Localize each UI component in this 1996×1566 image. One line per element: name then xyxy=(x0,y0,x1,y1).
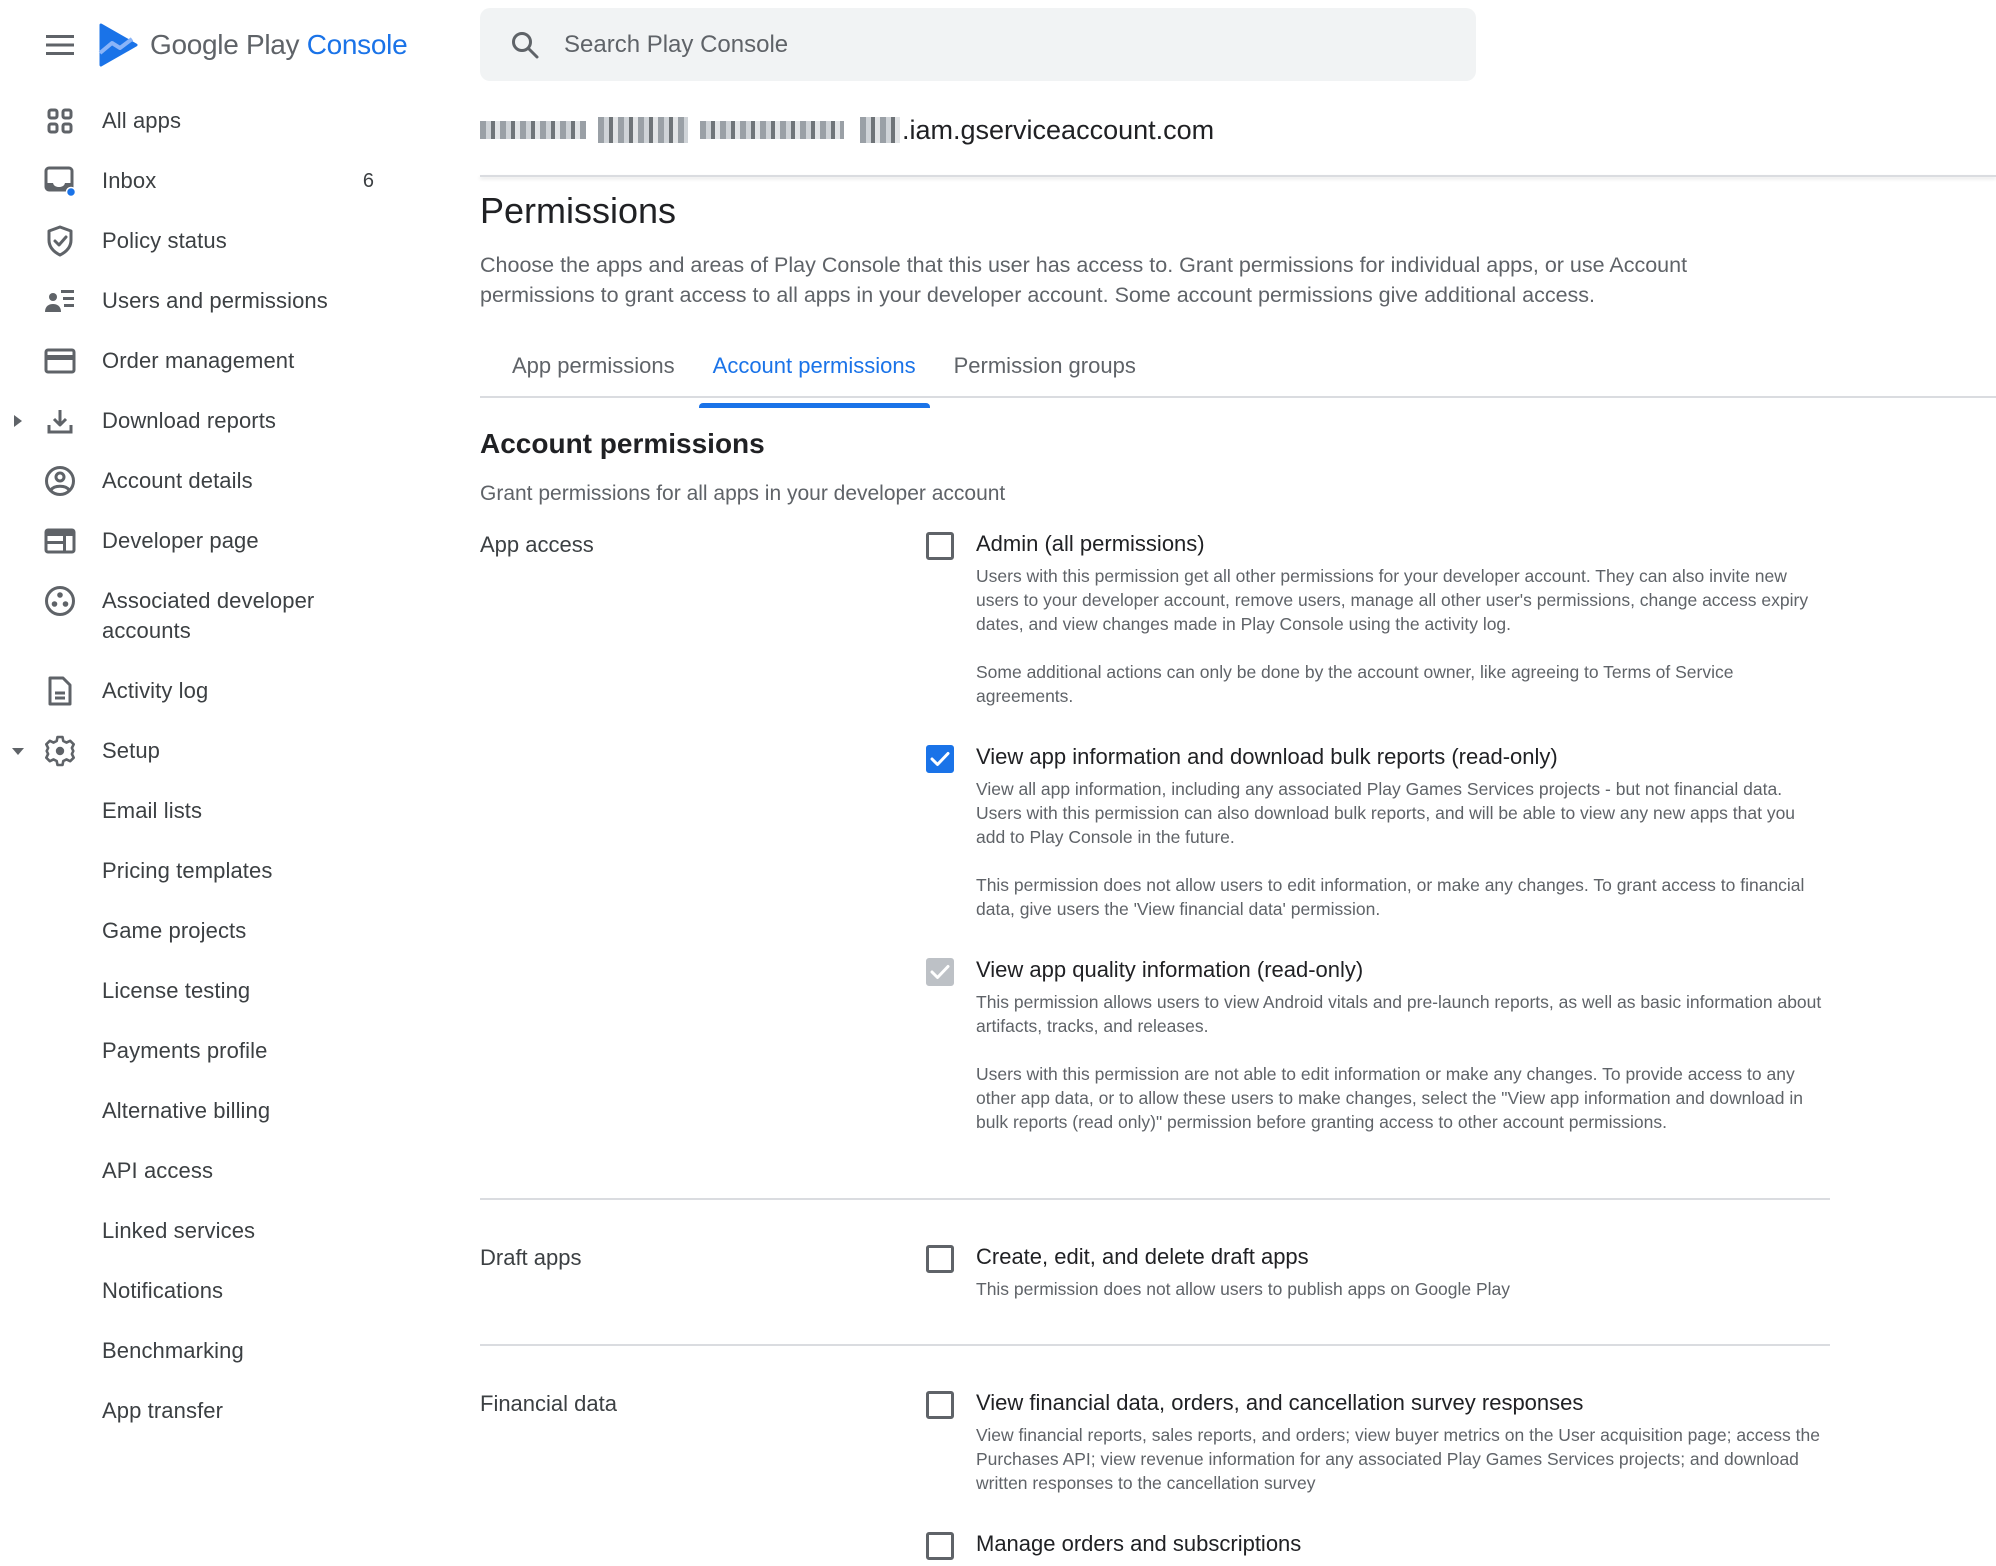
sidebar-item-payments-profile[interactable] xyxy=(0,1021,440,1081)
section-title: Account permissions xyxy=(480,428,765,459)
sidebar-item-label: All apps xyxy=(102,108,182,133)
section-subtitle: Grant permissions for all apps in your developer account xyxy=(480,482,1006,505)
header-divider xyxy=(480,175,1996,177)
inbox-icon xyxy=(44,165,76,197)
inbox-count-badge: 6 xyxy=(362,170,374,192)
sidebar-item-policy-status[interactable] xyxy=(0,211,440,271)
sidebar-item-label: Associated developer accounts xyxy=(102,588,315,643)
permission-title: View app quality information (read-only) xyxy=(976,957,1364,982)
permission-description xyxy=(976,1277,1826,1301)
sidebar-item-inbox[interactable] xyxy=(0,151,440,211)
sidebar-item-setup[interactable] xyxy=(0,721,440,781)
sidebar-item-account-details[interactable] xyxy=(0,451,440,511)
tab-app-permissions[interactable]: App permissions xyxy=(512,353,675,378)
download-icon xyxy=(44,405,76,437)
group-label: App access xyxy=(480,532,594,557)
expand-down-caret-icon[interactable] xyxy=(10,743,26,759)
checkmark-icon xyxy=(930,751,950,767)
email-domain-text: .iam.gserviceaccount.com xyxy=(902,114,1215,145)
search-icon[interactable] xyxy=(510,30,540,60)
sidebar-item-email-lists[interactable] xyxy=(0,781,440,841)
search-bar[interactable] xyxy=(480,8,1476,81)
apps-grid-icon xyxy=(44,105,76,137)
sidebar-item-benchmarking[interactable] xyxy=(0,1321,440,1381)
sidebar-item-app-transfer[interactable] xyxy=(0,1381,440,1441)
description-paragraph: Users with this permission get all other permissions for your developer account. They can also invite new users to your developer account, remove users, manage all other user's permissions, change access expiry dates, and view changes made in Play Console using the activity log. xyxy=(976,566,1809,634)
sidebar-item-label: Email lists xyxy=(102,798,203,823)
sidebar-item-label: Notifications xyxy=(102,1278,224,1303)
permission-title: Create, edit, and delete draft apps xyxy=(976,1244,1309,1269)
permission-title: View financial data, orders, and cancellation survey responses xyxy=(976,1390,1584,1415)
document-icon xyxy=(44,675,76,707)
sidebar-nav xyxy=(0,0,440,1566)
app-title-google-play: Google Play xyxy=(150,29,307,60)
associated-accounts-icon xyxy=(44,585,76,617)
sidebar-item-label: Order management xyxy=(102,348,295,373)
sidebar-item-label: Payments profile xyxy=(102,1038,268,1063)
page-title: Permissions xyxy=(480,190,677,231)
sidebar-item-label: API access xyxy=(102,1158,214,1183)
sidebar-item-alternative-billing[interactable] xyxy=(0,1081,440,1141)
sidebar-item-notifications[interactable] xyxy=(0,1261,440,1321)
description-paragraph: This permission allows users to view Android vitals and pre-launch reports, as well as basic information about artifacts, tracks, and releases. xyxy=(976,992,1822,1036)
sidebar-item-order-management[interactable] xyxy=(0,331,440,391)
permission-title: Admin (all permissions) xyxy=(976,531,1205,556)
checkmark-icon xyxy=(930,964,950,980)
manage-orders-checkbox[interactable] xyxy=(926,1532,954,1560)
nav-list xyxy=(0,91,440,1441)
sidebar-item-developer-page[interactable] xyxy=(0,511,440,571)
app-title-console: Console xyxy=(306,29,408,60)
sidebar-item-label: Alternative billing xyxy=(102,1098,271,1123)
permission-description xyxy=(976,777,1826,921)
redacted-block xyxy=(598,117,688,143)
sidebar-item-label: Linked services xyxy=(102,1218,256,1243)
shield-check-icon xyxy=(44,225,76,257)
sidebar-item-license-testing[interactable] xyxy=(0,961,440,1021)
web-page-icon xyxy=(44,525,76,557)
credit-card-icon xyxy=(44,345,76,377)
permission-description xyxy=(976,990,1826,1134)
sidebar-item-label: Inbox xyxy=(102,168,157,193)
sidebar-item-label: App transfer xyxy=(102,1398,224,1423)
sidebar-item-label: Benchmarking xyxy=(102,1338,244,1363)
sidebar-item-linked-services[interactable] xyxy=(0,1201,440,1261)
sidebar-item-game-projects[interactable] xyxy=(0,901,440,961)
description-paragraph: This permission does not allow users to publish apps on Google Play xyxy=(976,1279,1511,1299)
permission-description xyxy=(976,564,1826,708)
description-paragraph: View financial reports, sales reports, and orders; view buyer metrics on the User acquisition page; access the Purchases API; view revenue information for any associated Play Games Services projects; and download written responses to the cancellation survey xyxy=(976,1425,1820,1493)
permission-tabs xyxy=(480,346,1996,398)
play-console-logo-icon xyxy=(98,23,138,67)
tab-permission-groups[interactable]: Permission groups xyxy=(953,353,1136,378)
sidebar-item-label: Developer page xyxy=(102,528,259,553)
description-paragraph: This permission does not allow users to edit information, or make any changes. To grant access to financial data, give users the 'View financial data' permission. xyxy=(976,875,1805,919)
redacted-block xyxy=(480,121,586,139)
permission-description xyxy=(976,1423,1826,1495)
tab-account-permissions[interactable]: Account permissions xyxy=(699,346,930,396)
sidebar-item-download-reports[interactable] xyxy=(0,391,440,451)
gear-icon xyxy=(44,735,76,767)
hamburger-icon xyxy=(46,34,74,56)
permission-title: Manage orders and subscriptions xyxy=(976,1531,1302,1556)
sidebar-item-all-apps[interactable] xyxy=(0,91,440,151)
group-label: Draft apps xyxy=(480,1245,582,1270)
view-app-quality-checkbox[interactable] xyxy=(926,958,954,986)
sidebar-item-users-and-permissions[interactable] xyxy=(0,271,440,331)
sidebar-item-label: Activity log xyxy=(102,678,209,703)
sidebar-item-label: Pricing templates xyxy=(102,858,273,883)
expand-right-caret-icon[interactable] xyxy=(10,413,26,429)
sidebar-item-activity-log[interactable] xyxy=(0,661,440,721)
redacted-email-prefix xyxy=(480,117,900,143)
permission-title: View app information and download bulk reports (read-only) xyxy=(976,744,1558,769)
description-paragraph: Users with this permission are not able to edit information or make any changes. To provide access to any other app data, or to allow these users to make changes, select the "View app information and download in bulk reports (read only)" permission before granting access to other account permissions. xyxy=(976,1064,1803,1132)
search-input[interactable] xyxy=(564,31,1364,59)
sidebar-item-label: License testing xyxy=(102,978,251,1003)
sidebar-item-label: Download reports xyxy=(102,408,277,433)
sidebar-item-associated-developer-accounts[interactable] xyxy=(0,571,440,661)
sidebar-item-label: Setup xyxy=(102,738,160,763)
draft-apps-checkbox[interactable] xyxy=(926,1245,954,1273)
sidebar-item-label: Policy status xyxy=(102,228,227,253)
app-title[interactable] xyxy=(150,29,407,61)
view-app-info-checkbox[interactable] xyxy=(926,745,954,773)
group-label: Financial data xyxy=(480,1391,617,1416)
sidebar-item-label: Game projects xyxy=(102,918,247,943)
group-divider xyxy=(480,1344,1830,1346)
page-description: Choose the apps and areas of Play Console that this user has access to. Grant permissions for individual apps, or use Account permissions to grant access to all apps in your developer account. Some account permissions give additional access. xyxy=(480,253,1688,307)
sidebar-item-pricing-templates[interactable] xyxy=(0,841,440,901)
group-divider xyxy=(480,1198,1830,1200)
sidebar-item-label: Account details xyxy=(102,468,253,493)
redacted-block xyxy=(700,121,844,139)
users-list-icon xyxy=(44,285,76,317)
account-circle-icon xyxy=(44,465,76,497)
sidebar-item-api-access[interactable] xyxy=(0,1141,440,1201)
description-paragraph: View all app information, including any associated Play Games Services projects - but not financial data. Users with this permission can also download bulk reports, and will be able to view any new apps that you add to Play Console in the future. xyxy=(976,779,1796,847)
admin-checkbox[interactable] xyxy=(926,532,954,560)
hamburger-menu-button[interactable] xyxy=(44,29,76,61)
description-paragraph: Some additional actions can only be done by the account owner, like agreeing to Terms of Service agreements. xyxy=(976,662,1734,706)
view-financial-data-checkbox[interactable] xyxy=(926,1391,954,1419)
brand-header xyxy=(44,20,407,70)
redacted-block xyxy=(860,117,900,143)
user-email xyxy=(480,110,1214,150)
sidebar-item-label: Users and permissions xyxy=(102,288,328,313)
